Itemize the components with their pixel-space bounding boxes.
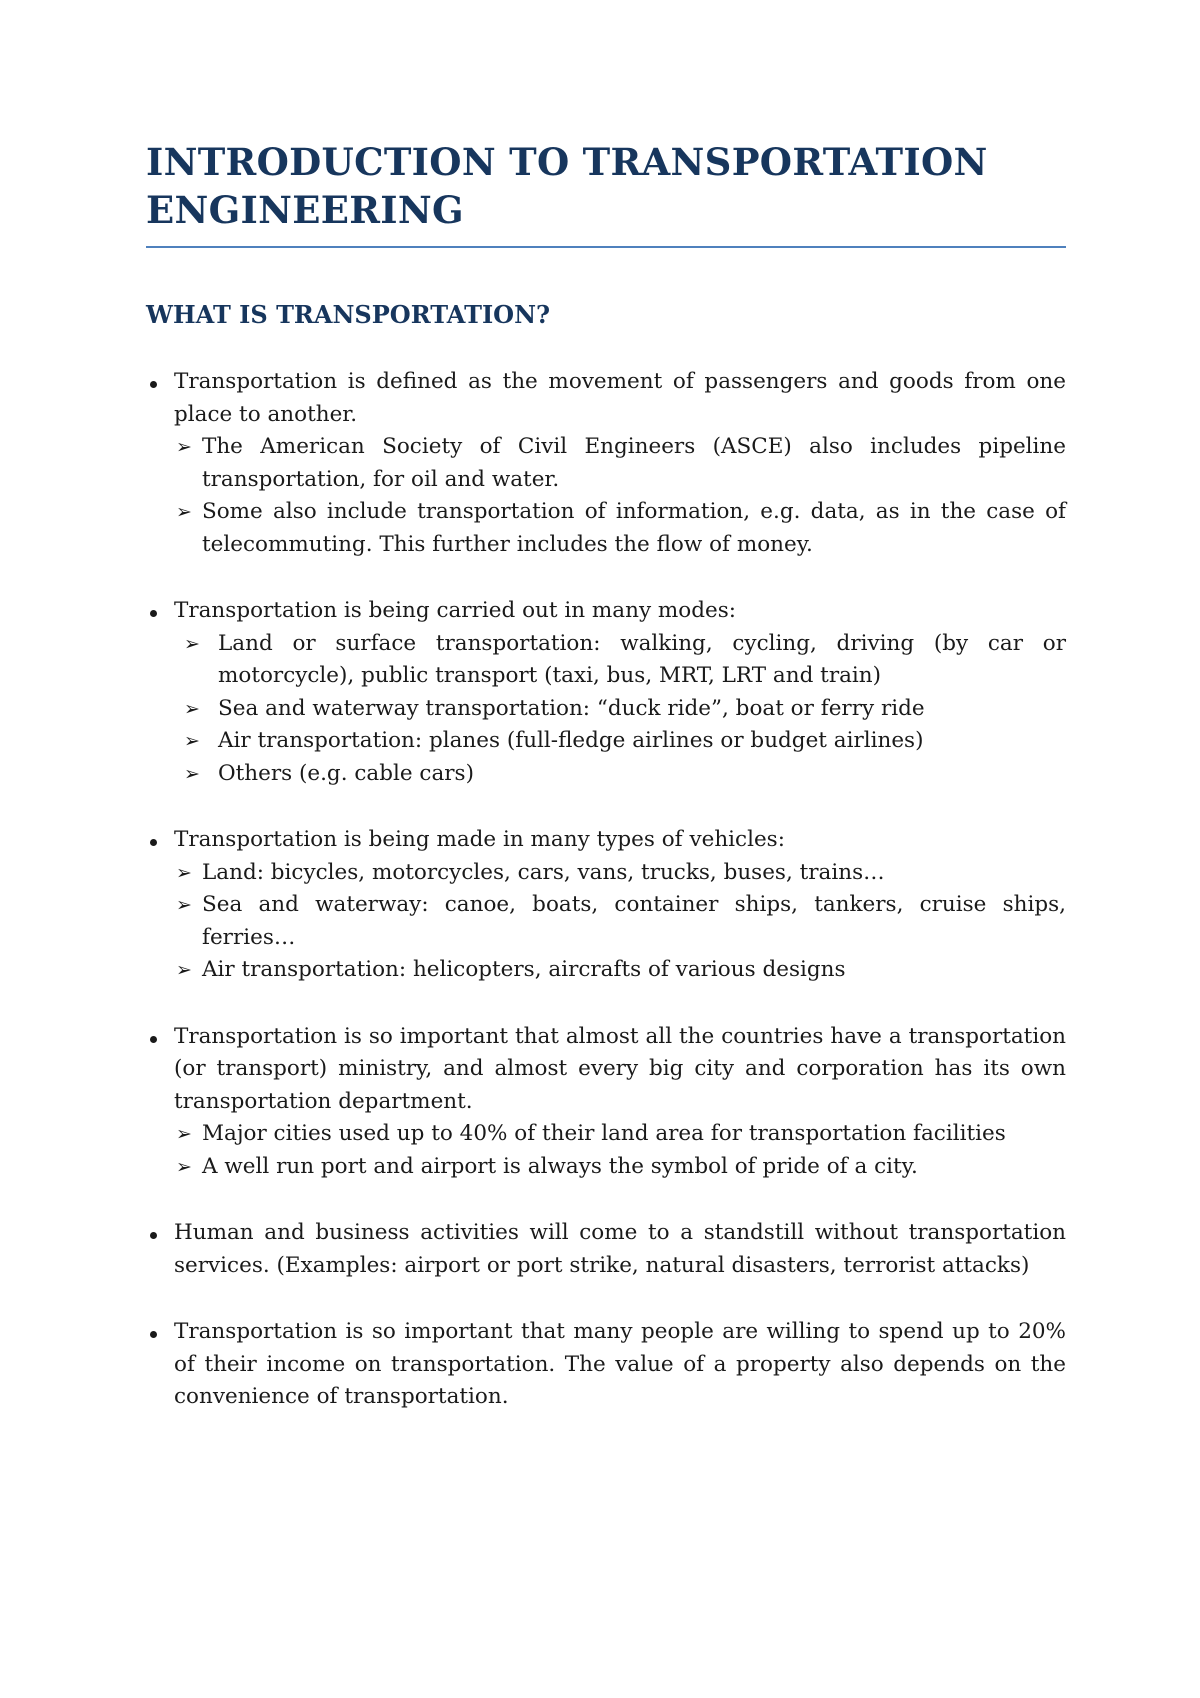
- sub-list-item: [174, 857, 1066, 890]
- sub-bullet-text: Sea and waterway: canoe, boats, container ships, tankers, cruise ships, ferries…: [202, 892, 1066, 950]
- page-title: INTRODUCTION TO TRANSPORTATION ENGINEERING: [146, 140, 988, 232]
- sub-list-item: [174, 889, 1066, 954]
- arrow-right-icon: ➢: [176, 861, 192, 884]
- sub-bullet-text: Sea and waterway transportation: “duck ride”, boat or ferry ride: [218, 695, 925, 721]
- arrow-right-icon: ➢: [184, 697, 200, 720]
- bullet-dot-icon: [150, 839, 157, 846]
- bullet-text: Transportation is so important that many people are willing to spend up to 20% of their income on transportation. The value of a property also depends on the convenience of transportation.: [174, 1319, 1066, 1409]
- bullet-dot-icon: [150, 610, 157, 617]
- arrow-right-icon: ➢: [184, 730, 200, 752]
- bullet-text: Transportation is being made in many types of vehicles:: [174, 827, 785, 852]
- bullet-dot-icon: [150, 1331, 157, 1338]
- arrow-right-icon: ➢: [176, 959, 192, 981]
- sub-bullet-text: Others (e.g. cable cars): [218, 760, 474, 786]
- sub-list-item: [174, 431, 1066, 496]
- bullet-dot-icon: [150, 1232, 157, 1239]
- sub-bullet-text: A well run port and airport is always the symbol of pride of a city.: [202, 1153, 918, 1179]
- sub-bullet-text: Some also include transportation of information, e.g. data, as in the case of telecommuting. This further includes the flow of money.: [202, 499, 1066, 557]
- sub-list: [174, 857, 1066, 987]
- section-heading: WHAT IS TRANSPORTATION?: [146, 300, 551, 329]
- bullet-dot-icon: [150, 1036, 157, 1043]
- arrow-right-icon: ➢: [184, 632, 200, 655]
- sub-list-item: [174, 954, 1066, 987]
- arrow-right-icon: ➢: [176, 436, 192, 458]
- sub-list: [174, 628, 1066, 791]
- list-item: [146, 1217, 1066, 1282]
- sub-list: [174, 1118, 1066, 1183]
- sub-list-item: [174, 496, 1066, 561]
- title-divider: [146, 246, 1066, 248]
- bullet-text: Human and business activities will come to a standstill without transportation services. (Examples: airport or port strike, natural disasters, terrorist attacks): [174, 1220, 1066, 1278]
- arrow-right-icon: ➢: [176, 501, 192, 523]
- list-item: [146, 1316, 1066, 1414]
- sub-list-item: [174, 725, 1066, 758]
- arrow-right-icon: ➢: [184, 762, 200, 785]
- arrow-right-icon: ➢: [176, 894, 192, 916]
- bullet-text: Transportation is so important that almost all the countries have a transportation (or transport) ministry, and almost every big city and corporation has its own transportation department.: [174, 1023, 1066, 1114]
- bullet-text: Transportation is being carried out in many modes:: [174, 598, 737, 623]
- sub-bullet-text: Air transportation: planes (full-fledge airlines or budget airlines): [218, 728, 924, 753]
- sub-list-item: [174, 1118, 1066, 1151]
- sub-bullet-text: Land: bicycles, motorcycles, cars, vans, trucks, buses, trains…: [202, 859, 885, 885]
- sub-list-item: [174, 693, 1066, 726]
- list-item: [146, 595, 1066, 790]
- sub-bullet-text: Major cities used up to 40% of their land area for transportation facilities: [202, 1121, 1006, 1146]
- list-item: [146, 366, 1066, 561]
- sub-bullet-text: The American Society of Civil Engineers (ASCE) also includes pipeline transportation, for oil and water.: [202, 434, 1066, 492]
- list-item: [146, 824, 1066, 987]
- list-item: [146, 1021, 1066, 1184]
- bullet-list: [146, 366, 1066, 1414]
- arrow-right-icon: ➢: [176, 1155, 192, 1178]
- sub-list-item: [174, 1151, 1066, 1184]
- sub-bullet-text: Land or surface transportation: walking, cycling, driving (by car or motorcycle), public transport (taxi, bus, MRT, LRT and train): [218, 630, 1066, 688]
- sub-list: [174, 431, 1066, 561]
- arrow-right-icon: ➢: [176, 1123, 192, 1145]
- document-page: [146, 138, 1066, 1448]
- sub-list-item: [174, 758, 1066, 791]
- sub-bullet-text: Air transportation: helicopters, aircrafts of various designs: [202, 957, 846, 982]
- sub-list-item: [174, 628, 1066, 693]
- bullet-dot-icon: [150, 381, 157, 388]
- bullet-text: Transportation is defined as the movement of passengers and goods from one place to another.: [174, 369, 1066, 427]
